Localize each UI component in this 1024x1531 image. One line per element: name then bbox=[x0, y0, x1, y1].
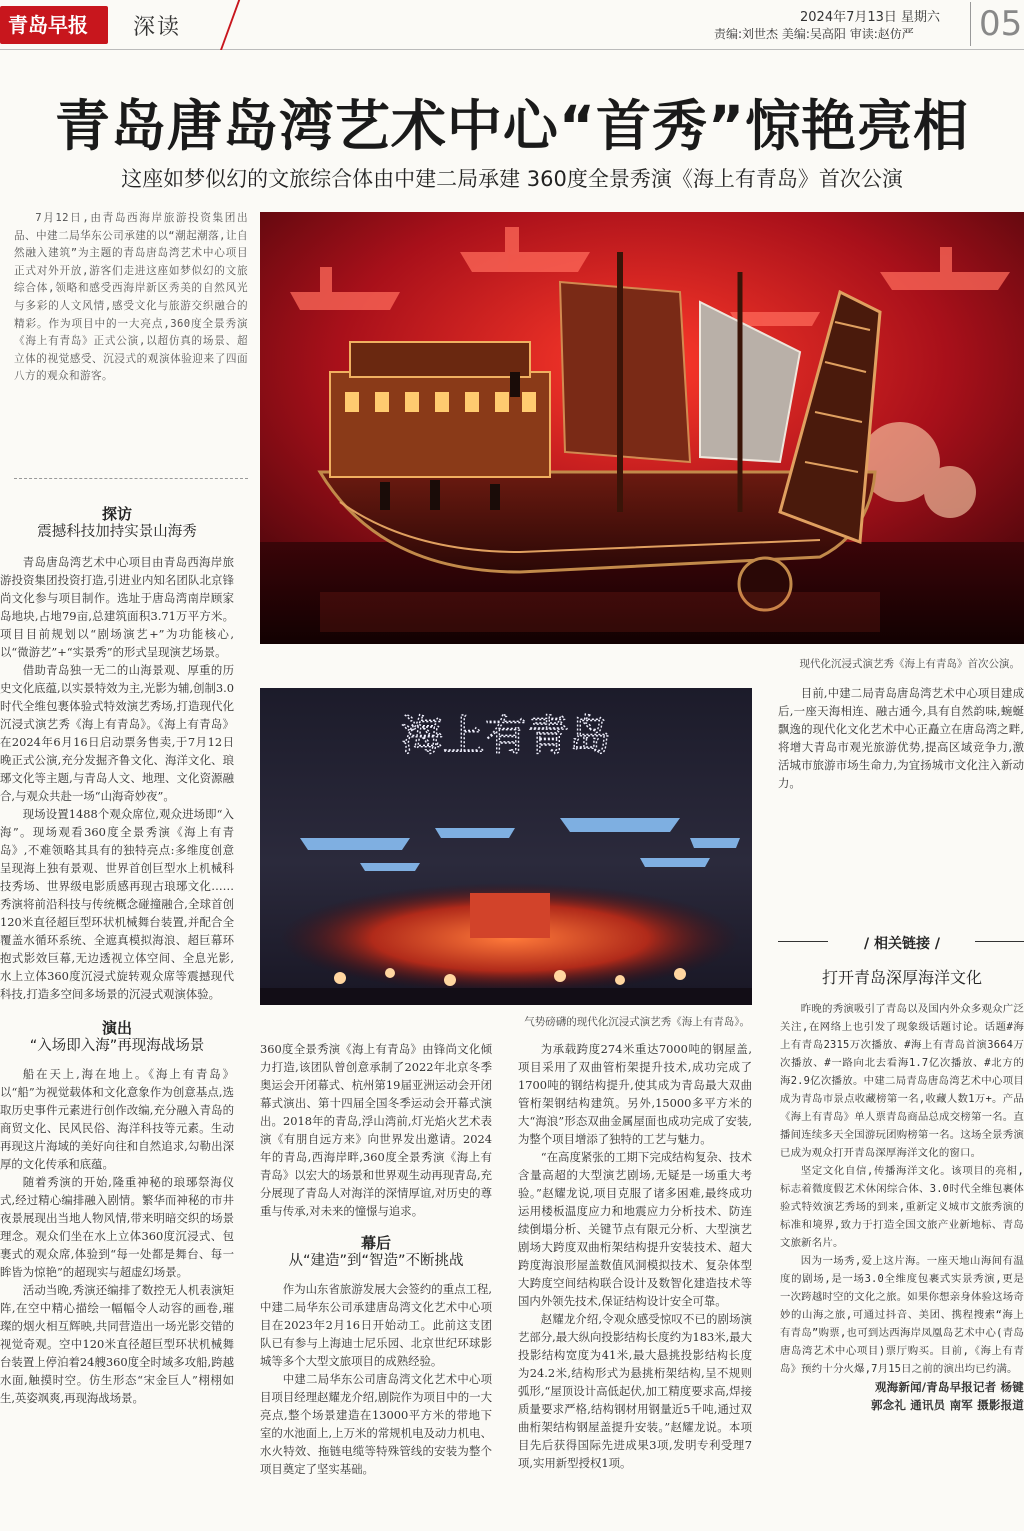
paragraph: 因为一场秀,爱上这片海。一座天地山海间有温度的剧场,是一场3.0全维度包裹式实景秀演,更是一次跨越时空的文化之旅。如果你想亲身体验这场奇妙的山海之旅,可通过抖音、美团、携程搜索“海上有青岛”购票,也可到达西海岸凤凰岛艺术中心(青岛唐岛湾艺术中心项目)票厅购买。目前,《海上有青岛》预约十分火爆,7月15日之前的演出均已约满。 bbox=[780, 1255, 1024, 1375]
section-behind-kicker: 幕后 bbox=[360, 1234, 391, 1252]
paragraph: 作为山东省旅游发展大会签约的重点工程,中建二局华东公司承建唐岛湾文化艺术中心项目在2023年2月16日开始动工。此前这支团队已有参与上海迪士尼乐园、北京世纪环球影城等多个大型文旅项目的成熟经验。 bbox=[260, 1282, 492, 1368]
section-behind-continued bbox=[518, 1040, 752, 1530]
drone-show-photo bbox=[260, 688, 752, 1005]
section-behind-scenes bbox=[260, 1040, 492, 1530]
section-name: 深读 bbox=[133, 15, 182, 40]
newspaper-logo: 青岛早报 bbox=[0, 6, 108, 44]
paragraph: 目前,中建二局青岛唐岛湾艺术中心项目建成后,一座天海相连、融古通今,具有自然韵味,蜿蜒飘逸的现代化文化艺术中心正矗立在唐岛湾之畔,将增大青岛市观光旅游优势,提高区域竞争力,激活城市旅游市场生命力,为宜扬城市文化注入新动力。 bbox=[778, 686, 1024, 790]
byline-photo: 郭念礼 通讯员 南军 摄影报道 bbox=[870, 1398, 1024, 1412]
photo2-caption: 气势磅礴的现代化沉浸式演艺秀《海上有青岛》。 bbox=[524, 1016, 750, 1028]
related-links-body bbox=[780, 1000, 1024, 1531]
headline: 青岛唐岛湾艺术中心“首秀”惊艳亮相 bbox=[54, 94, 970, 158]
paragraph: 坚定文化自信,传播海洋文化。该项目的亮相,标志着微度假艺术休闲综合体、3.0时代全维包裹体验式特效演艺秀场的到来,重新定义城市文旅秀演的标准和境界,致力于打造全国文旅产业新地标、青岛文旅新名片。 bbox=[780, 1165, 1024, 1249]
paragraph: 活动当晚,秀演还编排了数控无人机表演矩阵,在空中精心描绘一幅幅令人动容的画卷,璀璨的烟火相互辉映,共同营造出一场光影交错的视觉奇观。空中120米直径超巨型环状机械舞台装置上停泊着24艘360度全时域多攻船,跨越水面,触摸时空。仿生形态“宋金巨人”栩栩如生,英姿飒爽,再现海战场景。 bbox=[0, 1283, 234, 1405]
section-behind-title: 从“建造”到“智造”不断挑战 bbox=[288, 1253, 464, 1269]
paragraph: 为承载跨度274米重达7000吨的钢屋盖,项目采用了双曲管桁架提升技术,成功完成了1700吨的钢结构提升,使其成为青岛最大双曲管桁架钢结构建筑。另外,15000多平方米的大“海浪”形态双曲金属屋面也成功完成了安装,为整个项目增添了独特的工艺与魅力。 bbox=[518, 1042, 752, 1146]
byline: 观海新闻/青岛早报记者 杨键 bbox=[874, 1380, 1024, 1394]
related-links-title: 打开青岛深厚海洋文化 bbox=[821, 968, 982, 987]
ship-show-photo bbox=[260, 212, 1024, 644]
section-explore-kicker: 探访 bbox=[101, 505, 132, 523]
page-number: 05 bbox=[970, 2, 1022, 46]
subheadline: 这座如梦似幻的文旅综合体由中建二局承建 360度全景秀演《海上有青岛》首次公演 bbox=[121, 167, 903, 191]
page-header bbox=[0, 0, 1024, 50]
issue-date: 2024年7月13日 星期六 bbox=[800, 10, 941, 25]
photo1-caption: 现代化沉浸式演艺秀《海上有青岛》首次公演。 bbox=[799, 658, 1020, 670]
drone-formation-text: 海上有青岛 bbox=[400, 711, 612, 760]
paragraph: 船在天上,海在地上。《海上有青岛》以“船”为视觉载体和文化意象作为创意基点,选取历史事件元素进行创作改编,充分融入青岛的商贸文化、民风民俗、海洋科技等元素。生动再现这片海域的美好向往和自然追求,勾勒出深厚的文化传承和底蕴。 bbox=[0, 1067, 234, 1171]
lead-text: 7月12日,由青岛西海岸旅游投资集团出品、中建二局华东公司承建的以“潮起潮落,让自然融入建筑”为主题的青岛唐岛湾艺术中心项目正式对外开放,游客们走进这座如梦似幻的文旅综合体,领略和感受西海岸新区秀美的自然风光与多彩的人文风情,感受文化与旅游交织融合的精彩。作为项目中的一大亮点,360度全景秀演《海上有青岛》正式公演,以超仿真的场景、超立体的视觉感受、沉浸式的观演体验迎来了四面八方的观众和游客。 bbox=[14, 212, 248, 383]
paragraph: 现场设置1488个观众席位,观众进场即“入海”。现场观看360度全景秀演《海上有青岛》,不难领略其具有的独特亮点:多维度创意呈现海上独有景观、世界首创巨型水上机械科技秀场、世界级电影质感再现古琅琊文化……秀演将前沿科技与传统概念碰撞融合,全球首创120米直径超巨型环状机械舞台装置,并配合全覆盖水循环系统、全遮真模拟海浪、超巨幕环抱式影效巨幕,无边透视立体空间、全息光影,水上立体360度沉浸式旋转观众席等震撼现代科技,打造多空间多场景的沉浸式观演体验。 bbox=[0, 807, 234, 1001]
paragraph: 青岛唐岛湾艺术中心项目由青岛西海岸旅游投资集团投资打造,引进业内知名团队北京锋尚文化参与项目制作。选址于唐岛湾南岸顾家岛地块,占地79亩,总建筑面积3.71万平方米。项目目前规划以“剧场演艺+”为功能核心,以“微游艺”+“实景秀”的形式呈现演艺场景。 bbox=[0, 555, 234, 659]
paragraph: 360度全景秀演《海上有青岛》由锋尚文化倾力打造,该团队曾创意承制了2022年北京冬季奥运会开闭幕式、杭州第19届亚洲运动会开闭幕式演出、第十四届全国冬季运动会开幕式演出。2018年的青岛,浮山湾前,灯光焰火艺术表演《有朋自远方来》向世界发出邀请。2024年的青岛,西海岸畔,360度全景秀演《海上有青岛》以宏大的场景和世界观生动再现青岛,充分展现了青岛人对海洋的深情厚谊,对历史的尊重与传承,对未来的憧憬与追求。 bbox=[260, 1042, 492, 1218]
lead-paragraph bbox=[14, 210, 248, 462]
section-show-title: “入场即入海”再现海战场景 bbox=[29, 1038, 205, 1054]
paragraph: 借助青岛独一无二的山海景观、厚重的历史文化底蕴,以实景特效为主,光影为辅,创制3.0时代全维包裹体验式特效演艺秀场,打造现代化沉浸式演艺秀《海上有青岛》。《海上有青岛》在2024年6月16日启动票务售卖,于7月12日晚正式公演,充分发掘齐鲁文化、海洋文化、琅琊文化等主题,与青岛人文、地理、文化资源融合,与观众共赴一场“山海奇妙夜”。 bbox=[0, 663, 234, 803]
section-show-kicker: 演出 bbox=[101, 1019, 132, 1037]
paragraph: “在高度紧张的工期下完成结构复杂、技术含量高超的大型演艺剧场,无疑是一场重大考验。”赵耀龙说,项目克服了诸多困难,最终成功运用楼板温度应力和地震应力分析技术、防连续倒塌分析、关键节点有限元分析、大型演艺剧场大跨度双曲桁架结构提升安装技术、超大跨度海浪形屋盖数值风洞模拟技术、复杂体型大跨度空间结构联合设计及数智化建造技术等国内外领先技术,保证结构设计安全可靠。 bbox=[518, 1150, 752, 1308]
paragraph: 昨晚的秀演吸引了青岛以及国内外众多观众广泛关注,在网络上也引发了现象级话题讨论。话题#海上有青岛2315万次播放、#海上有青岛首演3664万次播放、#一路向北去看海1.7亿次播放、#北方的海2.9亿次播放。中建二局青岛唐岛湾艺术中心项目成为青岛市景点收藏榜第一名,收藏人数1万+。产品《海上有青岛》单人票青岛商品总成交榜第一名。直播间连续多天全国游玩团购榜第一名。这场全景秀演已成为观众打开青岛深厚海洋文化的窗口。 bbox=[780, 1003, 1024, 1159]
lead-divider bbox=[14, 478, 248, 479]
section-behind-end bbox=[778, 684, 1024, 904]
editor-credits: 责编:刘世杰 美编:吴高阳 审读:赵仿严 bbox=[714, 27, 914, 41]
paragraph: 中建二局华东公司唐岛湾文化艺术中心项目项目经理赵耀龙介绍,剧院作为项目中的一大亮点,整个场景建造在13000平方米的带地下室的水池面上,上万米的常规机电及动力机电、水火特效、拖链电缆等特殊管线的安装为整个项目奠定了坚实基础。 bbox=[260, 1372, 492, 1476]
paragraph: 赵耀龙介绍,令观众感受惊叹不已的剧场演艺部分,最大纵向投影结构长度约为183米,最大投影结构宽度为41米,最大悬挑投影结构长度为24.2米,结构形式为悬挑桁架结构,呈不规则弧形,“屋顶设计高低起伏,加工精度要求高,焊接质量要求严格,结构钢材用钢量近5千吨,通过双曲桁架结构钢屋盖提升安装。”赵耀龙说。本项目先后获得国际先进成果3项,发明专利受理7项,实用新型授权1项。 bbox=[518, 1312, 752, 1470]
paragraph: 随着秀演的开始,隆重神秘的琅琊祭海仪式,经过精心编排融入剧情。繁华而神秘的市井夜景展现出当地人物风情,带来明暗交织的场景理念。观众们坐在水上立体360度沉浸式、包裹式的观众席,体验到“每一处都是舞台、每一眸皆为惊艳”的超现实与超虚幻场景。 bbox=[0, 1175, 234, 1279]
related-links-tag: / 相关链接 / bbox=[864, 936, 940, 952]
section-explore bbox=[0, 505, 234, 1531]
section-explore-title: 震撼科技加持实景山海秀 bbox=[37, 524, 197, 540]
